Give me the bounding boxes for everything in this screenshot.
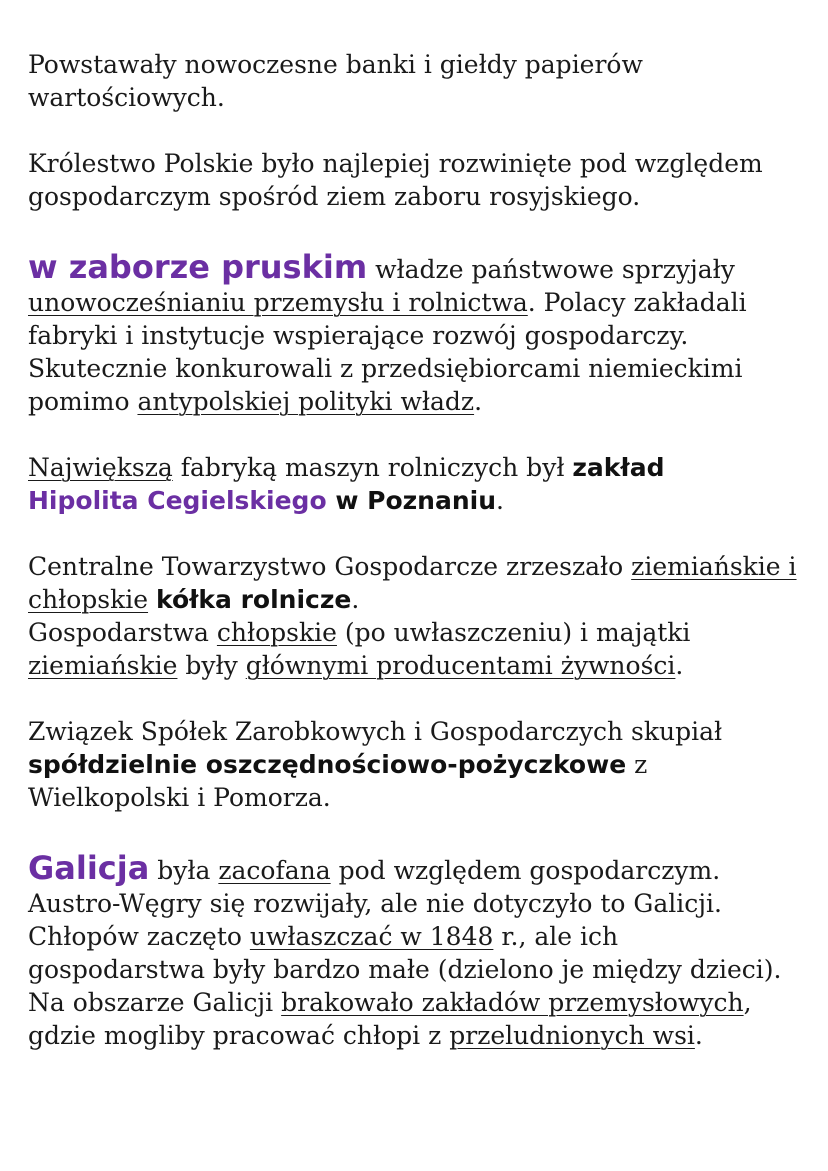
- underlined-phrase: zacofana: [218, 856, 331, 885]
- paragraph-krolestwo: Królestwo Polskie było najlepiej rozwinięte pod względem gospodarczym spośród ziem zaboru rosyjskiego.: [28, 149, 763, 211]
- paragraph-cegielski: Największą fabryką maszyn rolniczych był zakład Hipolita Cegielskiego w Poznaniu.: [28, 453, 665, 515]
- underlined-phrase: unowocześnianiu przemysłu i rolnictwa: [28, 288, 528, 317]
- paragraph-ctg: Centralne Towarzystwo Gospodarcze zrzeszało ziemiańskie i chłopskie kółka rolnicze.: [28, 552, 797, 614]
- paragraph-gospodarstwa: Gospodarstwa chłopskie (po uwłaszczeniu) i majątki ziemiańskie były głównymi producentami żywności.: [28, 618, 691, 680]
- underlined-phrase: brakowało zakładów przemysłowych: [281, 988, 744, 1017]
- underlined-phrase: przeludnionych wsi: [449, 1021, 695, 1050]
- underlined-phrase: Największą: [28, 453, 173, 482]
- paragraph-galicja: Galicja była zacofana pod względem gospodarczym. Austro-Węgry się rozwijały, ale nie dotyczyło to Galicji. Chłopów zaczęto uwłaszczać w 1848 r., ale ich gospodarstwa były bardzo małe (dzielono je między dzieci).: [28, 849, 782, 984]
- section-heading-zabor-pruski: w zaborze pruskim: [28, 248, 368, 286]
- underlined-phrase: uwłaszczać w 1848: [249, 922, 494, 951]
- underlined-phrase: chłopskie: [216, 618, 337, 647]
- bold-phrase: zakład: [572, 453, 665, 482]
- paragraph-zabor-pruski: w zaborze pruskim władze państwowe sprzyjały unowocześnianiu przemysłu i rolnictwa. Polacy zakładali fabryki i instytucje wspierające rozwój gospodarczy. Skutecznie konkurowali z przedsiębiorcami niemieckimi pomimo antypolskiej polityki władz.: [28, 248, 747, 416]
- bold-phrase: spółdzielnie oszczędnościowo-pożyczkowe: [28, 750, 627, 779]
- bold-phrase: kółka rolnicze: [156, 585, 352, 614]
- underlined-phrase: ziemiańskie: [28, 651, 178, 680]
- paragraph-galicja-przemysl: Na obszarze Galicji brakowało zakładów przemysłowych, gdzie mogliby pracować chłopi z przeludnionych wsi.: [28, 988, 752, 1050]
- underlined-phrase: antypolskiej polityki władz: [137, 387, 475, 416]
- bold-phrase: w Poznaniu: [326, 486, 497, 515]
- underlined-phrase: ziemiańskie i chłopskie: [28, 552, 797, 614]
- highlight-name: Hipolita Cegielskiego: [28, 486, 327, 515]
- underlined-phrase: głównymi producentami żywności: [245, 651, 676, 680]
- paragraph-zwiazek: Związek Spółek Zarobkowych i Gospodarczych skupiał spółdzielnie oszczędnościowo-pożyczkowe z Wielkopolski i Pomorza.: [28, 717, 723, 812]
- paragraph-banks: Powstawały nowoczesne banki i giełdy papierów wartościowych.: [28, 50, 643, 112]
- section-heading-galicja: Galicja: [28, 849, 150, 887]
